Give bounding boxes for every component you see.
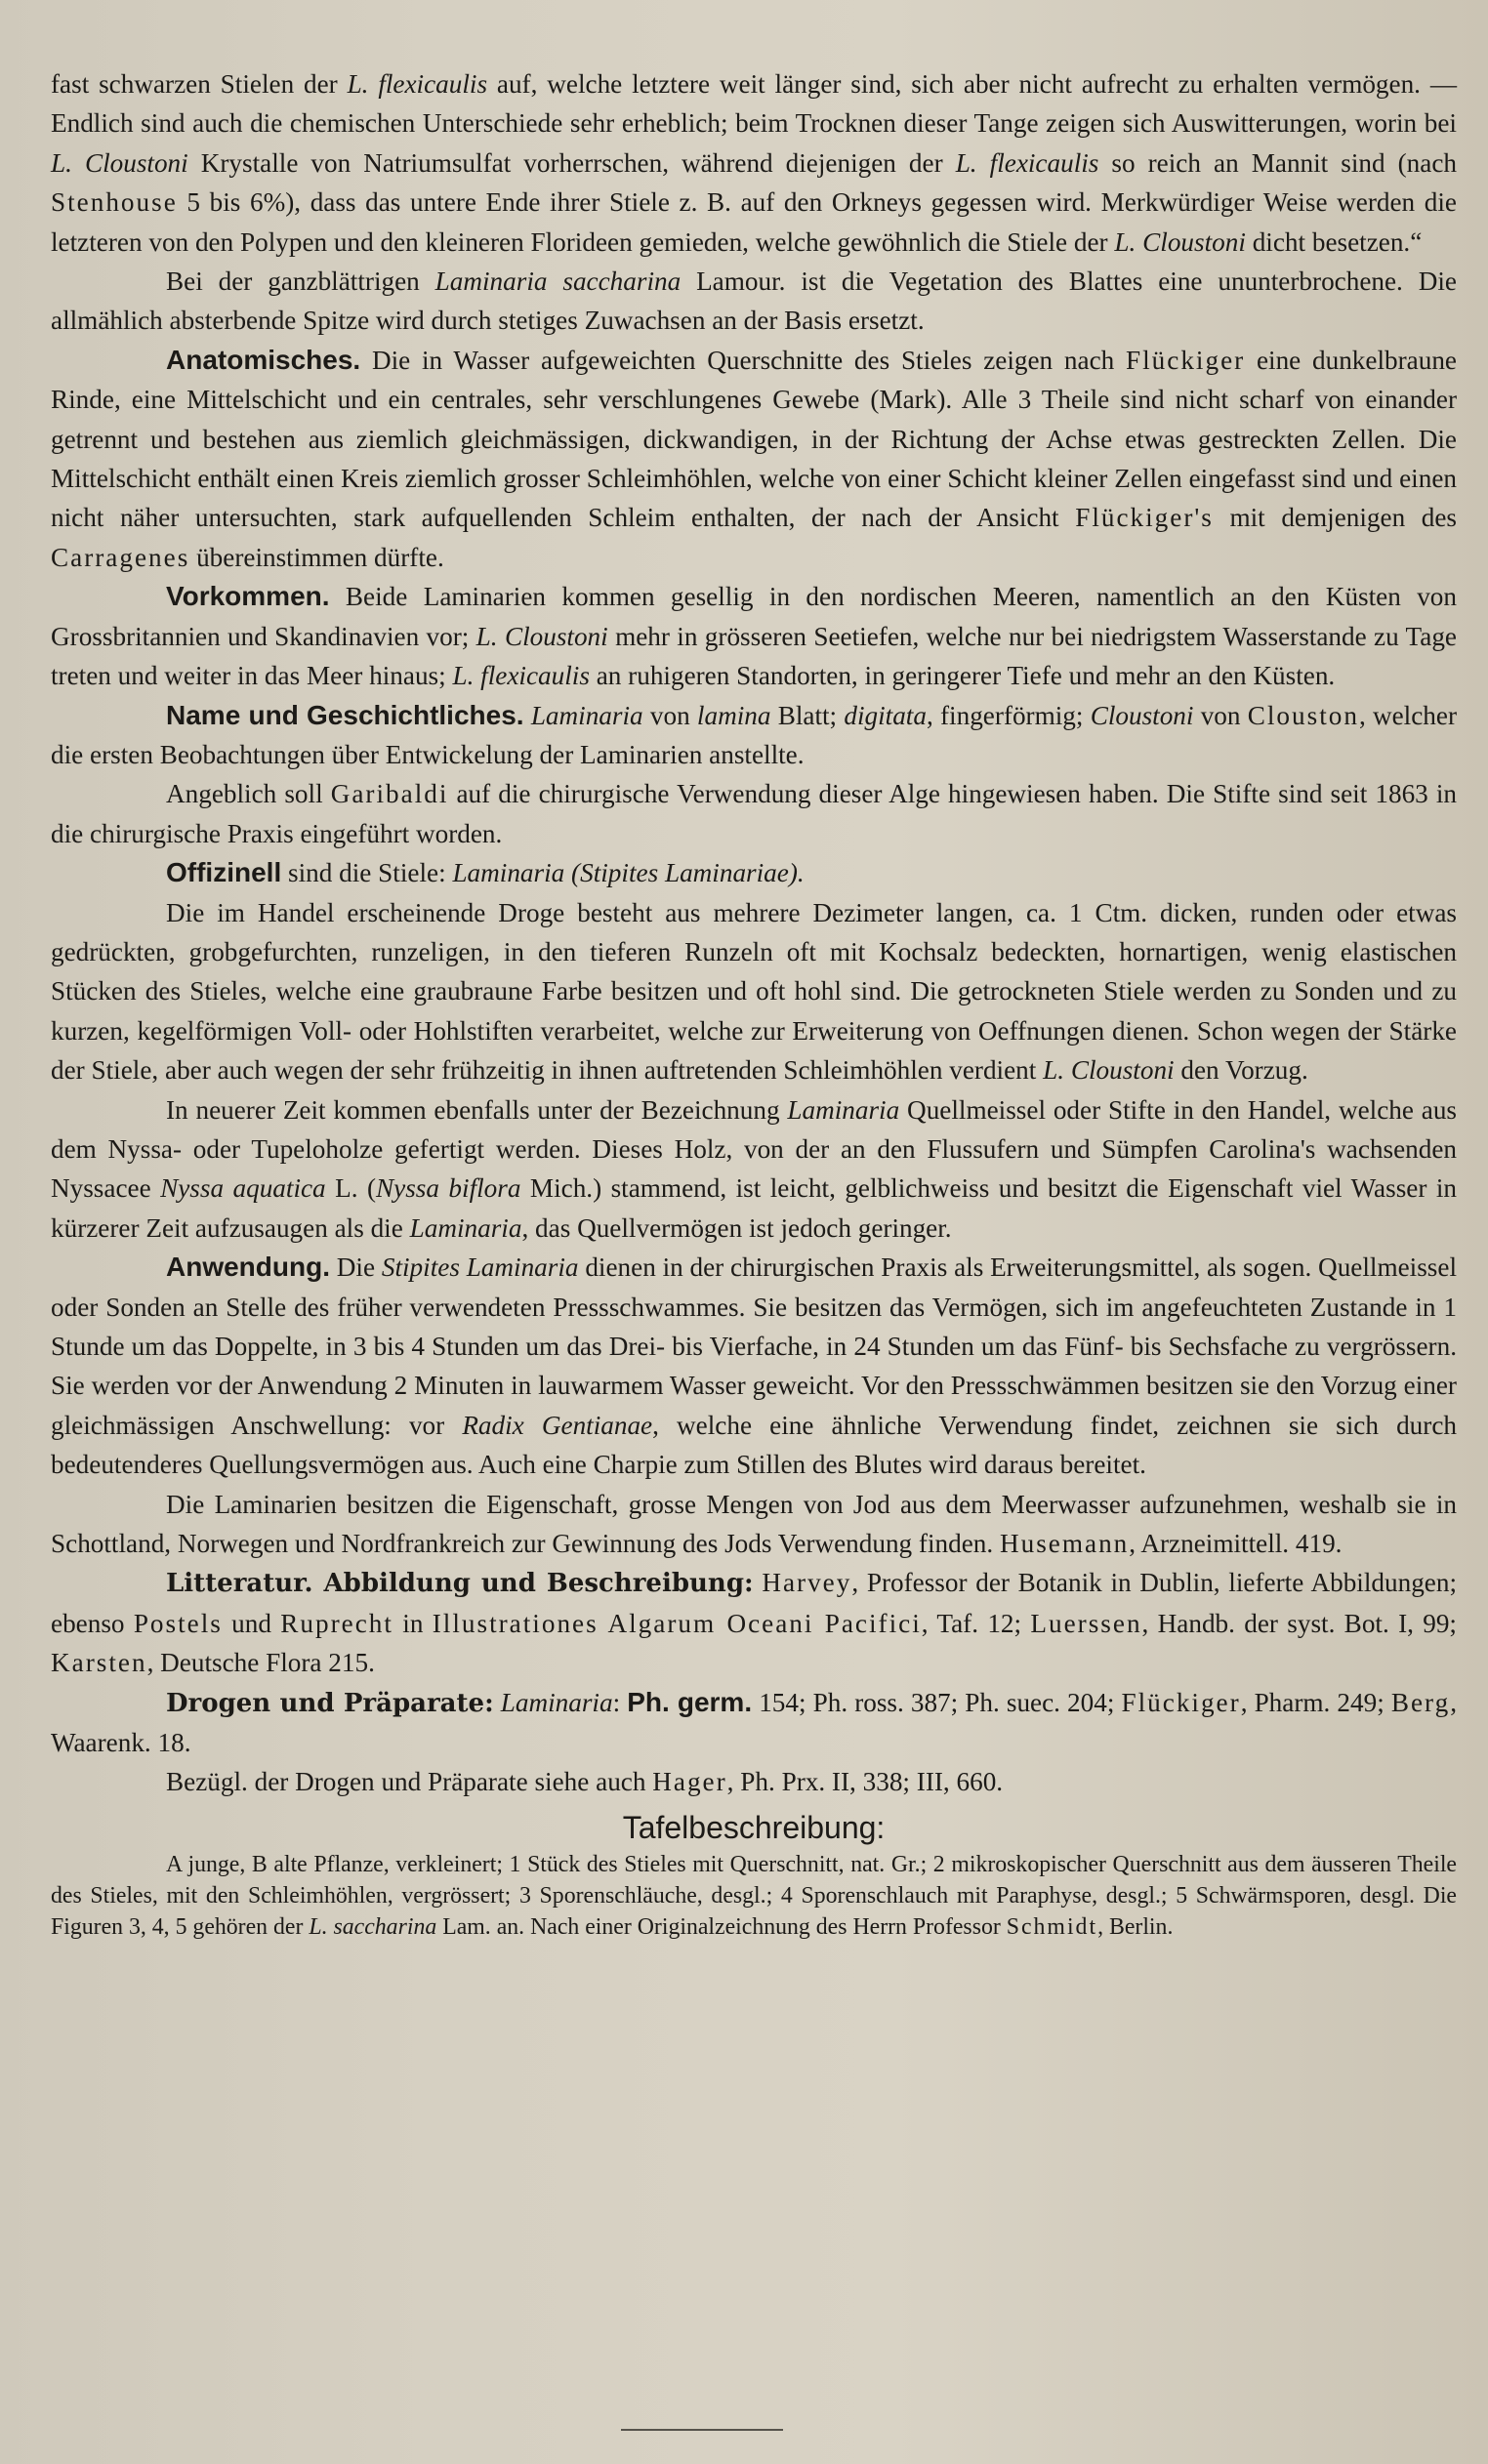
author-name: Berg — [1390, 1687, 1451, 1717]
text-run: Die im Handel erscheinende Droge besteht aus mehrere Dezimeter langen, ca. 1 Ctm. dicken, runden oder etwas gedrückten, grobgefurchten, runzeligen, in den tieferen Runzeln oft mit Kochsalz bedeckten, hornartigen, wenig elastischen Stücken des Stieles, welche eine graubraune Farbe besitzen und oft hohl sind. Die getrockneten Stiele werden zu Sonden und zu kurzen, kegelförmigen Voll- oder Hohlstiften verarbeitet, welche zur Erweiterung von Oeffnungen dienen. Schon wegen der Stärke der Stiele, aber auch wegen der sehr frühzeitig in ihnen auftretenden Schleimhöhlen verdient — [51, 897, 1457, 1086]
text-run: Quellmeissel oder Stifte in den Handel, welche aus dem Nyssa- oder Tupeloholze gefertigt werden. Dieses Holz, von der an den Flussufern und Sümpfen Carolina's wachsenden Nyssacee — [51, 1094, 1457, 1204]
author-name: Flückiger's — [1075, 503, 1214, 533]
taxon-name: Laminaria (Stipites Laminariae). — [452, 858, 805, 888]
pharmacopoeia-ref: Ph. germ. — [627, 1686, 753, 1717]
text-run: 154; Ph. ross. 387; Ph. suec. 204; — [752, 1687, 1122, 1717]
taxon-name: Radix Gentianae — [462, 1410, 653, 1440]
text-run: an ruhigeren Standorten, in geringerer Tiefe und mehr an den Küsten. — [589, 661, 1336, 691]
text-run — [524, 701, 531, 730]
author-name: Luerssen — [1030, 1608, 1142, 1638]
text-run — [494, 1688, 501, 1717]
text-run: : — [612, 1687, 628, 1717]
author-name: Postels — [133, 1608, 223, 1638]
text-run: dienen in der chirurgischen Praxis als Erweiterungsmittel, als sogen. Quellmeissel oder Sonden an Stelle des früher verwendeten Pressschwammes. Sie besitzen das Vermögen, sich im angefeuchteten Zustande in 1 Stunde um das Doppelte, in 3 bis 4 Stunden um das Drei- bis Vierfache, in 24 Stunden um das Fünf- bis Sechsfache zu vergrössern. Sie werden vor der Anwendung 2 Minuten in lauwarmem Wasser geweicht. Vor den Pressschwämmen besitzen sie den Vorzug einer gleichmässigen Anschwellung: vor — [51, 1253, 1458, 1440]
author-name: Hager — [652, 1767, 727, 1797]
taxon-name: Laminaria — [409, 1212, 522, 1243]
text-run: Beide Laminarien kommen gesellig in den nordischen Meeren, namentlich an den Küsten von Grossbritannien und Skandinavien vor; — [51, 582, 1457, 651]
bottom-rule — [621, 2429, 783, 2431]
text-run: mit demjenigen des — [1213, 503, 1458, 533]
paragraph-garibaldi — [51, 774, 1457, 853]
text-run: , Professor der Botanik in Dublin, lieferte Abbildungen; ebenso — [51, 1568, 1457, 1638]
text-run: Die — [329, 1253, 382, 1283]
text-run: von — [1193, 700, 1248, 730]
plate-description — [51, 1849, 1457, 1943]
text-run: Mich.) stammend, ist leicht, gelblichweiss und besitzt die Eigenschaft viel Wasser in kürzerer Zeit aufzusaugen als die — [51, 1173, 1457, 1243]
section-litteratur — [51, 1563, 1457, 1682]
section-heading: Drogen und Präparate: — [166, 1688, 494, 1718]
text-run: den Vorzug. — [1174, 1055, 1308, 1086]
section-name-geschichtliches — [51, 696, 1457, 775]
text-run: , Waarenk. 18. — [51, 1687, 1457, 1758]
taxon-name: L. flexicaulis — [955, 147, 1099, 178]
author-name: Flückiger — [1121, 1687, 1241, 1717]
work-title: Illustrationes Algarum Oceani Pacifici — [432, 1608, 922, 1638]
term: Cloustoni — [1090, 700, 1194, 730]
author-name: Karsten — [51, 1648, 147, 1678]
text-run: A junge, B alte Pflanze, verkleinert; 1 Stück des Stieles mit Querschnitt, nat. Gr.; 2 mikroskopischer Querschnitt aus dem äusseren Theile des Stieles, mit den Schleimhöhlen, vergrössert; 3 Sporenschläuche, desgl.; 4 Sporenschlauch mit Paraphyse, desgl.; 5 Schwärmsporen, desgl. Die Figuren 3, 4, 5 gehören der — [51, 1852, 1457, 1941]
text-run: , Pharm. 249; — [1240, 1687, 1391, 1717]
taxon-name: L. Cloustoni — [1114, 226, 1246, 257]
author-name: Schmidt — [1006, 1914, 1098, 1941]
section-heading: Vorkommen. — [166, 581, 330, 612]
author-name: Harvey — [762, 1568, 852, 1598]
text-run: , Arzneimittell. 419. — [1129, 1529, 1343, 1559]
text-run: Lamour. ist die Vegetation des Blattes eine ununterbrochene. Die allmählich absterbende Spitze wird durch stetiges Zuwachsen an der Basis ersetzt. — [51, 267, 1457, 336]
term: lamina — [696, 700, 771, 730]
text-run: Bezügl. der Drogen und Präparate siehe auch — [166, 1767, 653, 1797]
text-run: , Deutsche Flora 215. — [146, 1648, 375, 1678]
text-run: Krystalle von Natriumsulfat vorherrschen, während diejenigen der — [187, 147, 956, 178]
term: digitata — [844, 700, 927, 730]
text-run: Angeblich soll — [166, 779, 331, 809]
section-heading: Anatomisches. — [166, 344, 361, 375]
taxon-name: Laminaria — [500, 1687, 613, 1717]
taxon-name: L. flexicaulis — [452, 661, 590, 691]
text-run: eine dunkelbraune Rinde, eine Mittelschicht und ein centrales, sehr verschlungenes Gewebe (Mark). Alle 3 Theile sind nicht scharf von einander getrennt und bestehen aus ziemlich gleichmässigen, dickwandigen, in der Richtung der Achse etwas gestreckten Zellen. Die Mittelschicht enthält einen Kreis ziemlich grosser Schleimhöhlen, welche von einer Schicht kleiner Zellen eingefasst sind und einen nicht näher untersuchten, stark aufquellenden Schleim enthalten, der nach der Ansicht — [51, 345, 1457, 533]
paragraph-nyssa — [51, 1090, 1457, 1249]
taxon-name: Nyssa biflora — [376, 1173, 521, 1204]
text-run: mehr in grösseren Seetiefen, welche nur bei niedrigstem Wasserstande zu Tage treten und weiter in das Meer hinaus; — [51, 621, 1457, 691]
text-run: , Taf. 12; — [921, 1608, 1031, 1638]
text-run: und — [222, 1608, 281, 1638]
author-name: Clouston — [1247, 700, 1359, 730]
section-anwendung — [51, 1248, 1457, 1484]
section-heading: Anwendung. — [166, 1252, 330, 1283]
text-run: Blatt; — [770, 700, 845, 730]
text-run: , welcher die ersten Beobachtungen über Entwickelung der Laminarien anstellte. — [51, 700, 1458, 769]
text-run: übereinstimmen dürfte. — [189, 542, 444, 572]
section-anatomisches — [51, 341, 1457, 577]
text-run: , welche eine ähnliche Verwendung findet, zeichnen sie sich durch bedeutenderes Quellungsvermögen aus. Auch eine Charpie zum Stillen des Blutes wird daraus bereitet. — [51, 1410, 1457, 1480]
taxon-name: L. Cloustoni — [51, 147, 188, 178]
section-offizinell — [51, 853, 1457, 892]
section-drogen-praeparate — [51, 1683, 1457, 1763]
taxon-name: Nyssa aquatica — [160, 1173, 326, 1204]
spaced-term: Carragenes — [51, 542, 190, 572]
plate-description-title: Tafelbeschreibung: — [622, 1809, 886, 1845]
taxon-name: L. flexicaulis — [347, 69, 488, 99]
taxon-name: L. saccharina — [309, 1914, 437, 1941]
author-name: Flückiger — [1126, 345, 1246, 375]
text-run: L. ( — [325, 1173, 377, 1204]
text-run: 5 bis 6%), dass das untere Ende ihrer Stiele z. B. auf den Orkneys gegessen wird. Merkwürdiger Weise werden die letzteren von den Polypen und den kleineren Florideen gemieden, welche gewöhnlich die Stiele der — [51, 187, 1457, 257]
author-name: Ruprecht — [280, 1608, 393, 1638]
section-vorkommen — [51, 577, 1457, 695]
text-run: von — [642, 700, 697, 730]
taxon-name: Stipites Laminaria — [381, 1253, 579, 1283]
text-run: so reich an Mannit sind (nach — [1098, 147, 1457, 178]
text-run: auf, welche letztere weit länger sind, sich aber nicht aufrecht zu erhalten vermögen. — Endlich sind auch die chemischen Unterschiede sehr erheblich; beim Trocknen dieser Tange zeigen sich Auswitterungen, worin bei — [51, 69, 1458, 139]
text-run: dicht besetzen.“ — [1245, 226, 1423, 257]
paragraph-saccharina — [51, 262, 1457, 341]
paragraph-jod — [51, 1485, 1457, 1564]
text-run: In neuerer Zeit kommen ebenfalls unter der Bezeichnung — [166, 1094, 788, 1125]
text-run: Die Laminarien besitzen die Eigenschaft, grosse Mengen von Jod aus dem Meerwasser aufzunehmen, weshalb sie in Schottland, Norwegen und Nordfrankreich zur Gewinnung des Jods Verwendung finden. — [51, 1489, 1457, 1559]
paragraph-hager — [51, 1762, 1457, 1801]
text-run: , fingerförmig; — [926, 700, 1091, 730]
text-run: auf die chirurgische Verwendung dieser Alge hingewiesen haben. Die Stifte sind seit 1863 in die chirurgische Praxis eingeführt worden. — [51, 779, 1457, 848]
section-heading: Name und Geschichtliches. — [166, 699, 524, 730]
author-name: Husemann — [999, 1529, 1130, 1559]
section-heading: Litteratur. Abbildung und Beschreibung: — [166, 1569, 754, 1599]
author-name: Stenhouse — [51, 187, 178, 218]
taxon-name: Laminaria — [530, 700, 643, 730]
taxon-name: L. Cloustoni — [1043, 1055, 1175, 1086]
paragraph-droge — [51, 893, 1457, 1090]
text-run: in — [393, 1608, 433, 1638]
paragraph-flexicaulis — [51, 64, 1457, 262]
text-run: , Berlin. — [1097, 1914, 1174, 1941]
text-run: , das Quellvermögen ist jedoch geringer. — [521, 1212, 952, 1243]
taxon-name: Laminaria — [787, 1094, 900, 1125]
section-heading: Offizinell — [166, 857, 282, 888]
text-run: Die in Wasser aufgeweichten Querschnitte des Stieles zeigen nach — [360, 345, 1126, 375]
taxon-name: L. Cloustoni — [475, 621, 608, 651]
text-run: , Ph. Prx. II, 338; III, 660. — [726, 1767, 1004, 1797]
text-run: , Handb. der syst. Bot. I, 99; — [1141, 1608, 1457, 1638]
author-name: Garibaldi — [330, 779, 449, 809]
page-body — [51, 64, 1457, 1943]
text-run: Lam. an. Nach einer Originalzeichnung des Herrn Professor — [436, 1914, 1007, 1941]
taxon-name: Laminaria saccharina — [434, 267, 682, 297]
text-run: fast schwarzen Stielen der — [51, 69, 348, 99]
text-run: sind die Stiele: — [281, 858, 453, 888]
text-run: Bei der ganzblättrigen — [166, 267, 435, 297]
